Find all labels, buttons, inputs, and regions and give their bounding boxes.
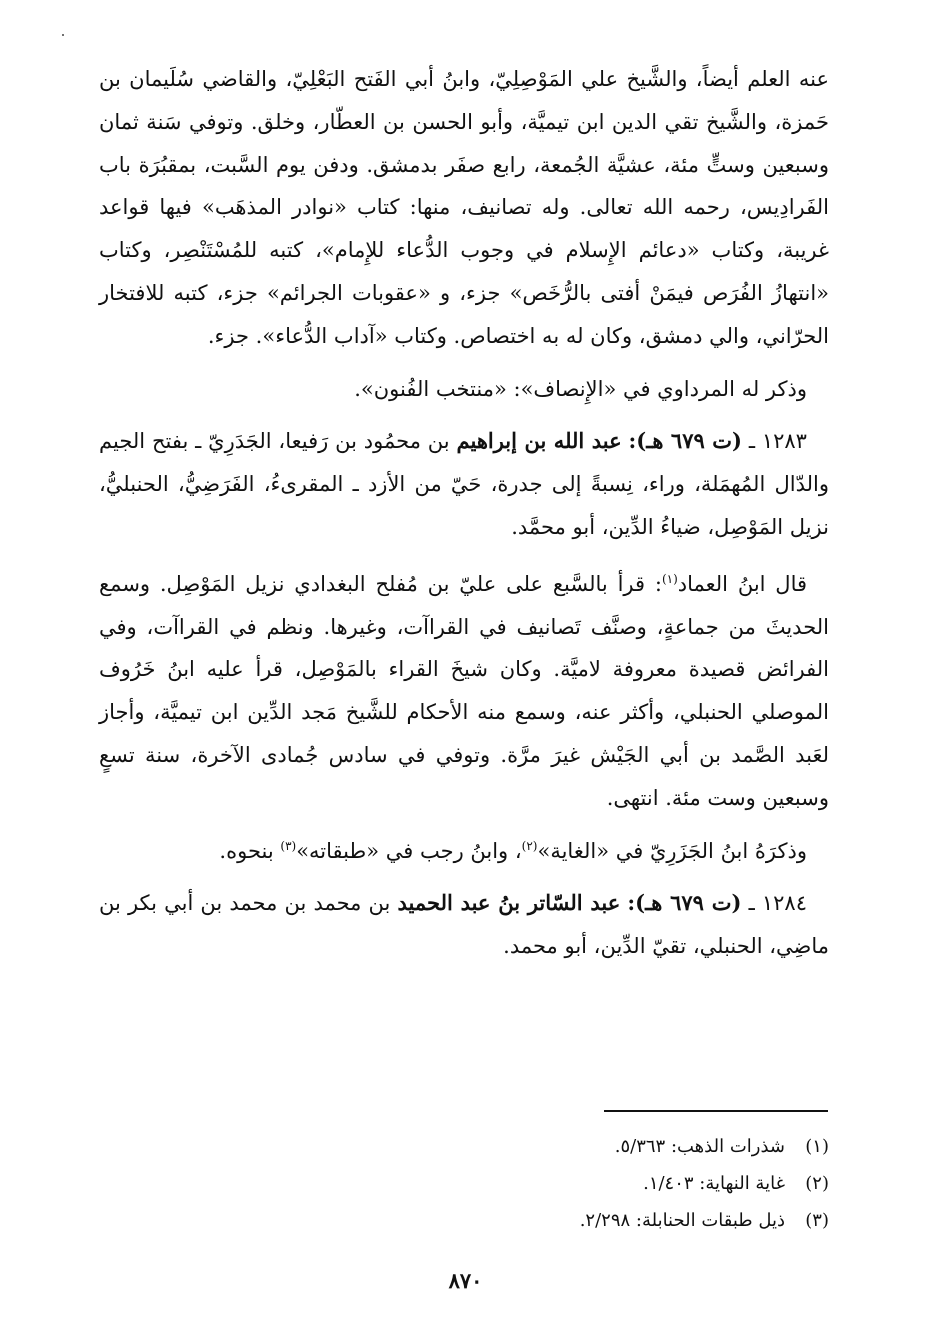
- entry-rest: بن محمد بن محمد بن أبي بكر بن ماضِي، الحنبلي، تقيّ الدِّين، أبو محمد.: [99, 891, 829, 959]
- entry-number: ١٢٨٣: [761, 429, 807, 454]
- footnote-text: غاية النهاية: ١/٤٠٣.: [643, 1173, 785, 1194]
- footnote-2: [99, 1165, 829, 1202]
- entry-1283: [99, 420, 829, 548]
- footnote-text: شذرات الذهب: ٥/٣٦٣.: [614, 1136, 785, 1157]
- mardawi-note-paragraph: وذكر له المرداوي في «الإِنصاف»: «منتخب الفُنون».: [354, 376, 807, 401]
- footnote-separator: [604, 1110, 828, 1112]
- page-number: ٨٧٠: [448, 1268, 483, 1293]
- ibn-imad-text: : قرأ بالسَّبع على عليّ بن مُفلح البغدادي نزيل المَوْصِل. وسمع الحديثَ من جماعةٍ، وصنَّف تَصانيف في القراآت، وغيرها. ونظم في القراآت، وفي الفرائض قصيدة معروفة لاميَّة. وكان شيخَ القراء بالمَوْصِل، قرأ عليه ابنُ خَرُوف الموصلي الحنبلي، وأكثر عنه، وسمع منه الأحكام للشَّيخ مَجد الدِّين ابن تيميَّة، وأجاز لعَبد الصَّمد بن أبي الجَيْش غيرَ مرَّة. وتوفي في سادس جُمادى الآخرة، سنة تسعٍ وسبعين وست مئة. انتهى.: [99, 571, 829, 810]
- ibn-imad-lead: قال ابنُ العماد: [677, 571, 808, 596]
- footnote-1: [99, 1128, 829, 1165]
- entry-death-date: (ت ٦٧٩ هـ):: [628, 428, 742, 454]
- ibn-jazari-text-a: وذكرَهُ ابنُ الجَزَرِيّ في «الغاية»: [537, 838, 807, 863]
- ibn-imad-paragraph: [99, 563, 829, 820]
- entry-name: عبد الله بن إبراهيم: [456, 428, 622, 454]
- footnote-number: (٣): [805, 1210, 829, 1231]
- footnote-number: (٢): [805, 1173, 829, 1194]
- entry-death-date: (ت ٦٧٩ هـ):: [627, 890, 742, 916]
- entry-1284: [99, 882, 829, 968]
- ibn-jazari-text-c: بنحوه.: [219, 838, 281, 863]
- footnotes: [99, 1128, 829, 1239]
- scan-speck: [62, 34, 64, 36]
- footnote-number: (١): [805, 1136, 829, 1157]
- entry-name: عبد السّاتر بنُ عبد الحميد: [397, 890, 621, 916]
- footnote-ref-2[interactable]: (٢): [521, 838, 538, 853]
- ibn-jazari-text-b: ، وابنُ رجب في «طبقاته»: [296, 838, 522, 863]
- continued-biography-paragraph: عنه العلم أيضاً، والشَّيخ علي المَوْصِلِيّ، وابنُ أبي الفَتح البَعْلِيّ، والقاضي سُلَيمان بن حَمزة، والشَّيخ تقي الدين ابن تيميَّة، وأبو الحسن بن العطّار، وخلق. وتوفي سَنة ثمان وسبعين وستٍّ مئة، عشيَّة الجُمعة، رابع صفَر بدمشق. ودفن يوم السَّبت، بمقبُرَة باب الفَرادِيس، رحمه الله تعالى. وله تصانيف، منها: كتاب «نوادر المذهَب» فيها قواعد غريبة، وكتاب «دعائم الإِسلام في وجوب الدُّعاء للإِمام»، كتبه للمُسْتَنْصِر، وكتاب «انتهازُ الفُرَص فيمَنْ أفتى بالرُّخَص» جزء، و «عقوبات الجرائم» جزء، كتبه للافتخار الحرّاني، والي دمشق، وكان له به اختصاص. وكتاب «آداب الدُّعاء». جزء.: [99, 67, 829, 348]
- entry-rest: بن محمُود بن رَفيعا، الجَدَرِيّ ـ بفتح الجيم والدّال المُهمَلة، وراء، نِسبةً إلى جدرة، حَيّ من الأزد ـ المقرىءُ، الفَرَضِيُّ، الحنبليُّ، نزيل المَوْصِل، ضياءُ الدِّين، أبو محمَّد.: [99, 429, 829, 539]
- footnote-ref-1[interactable]: (١): [661, 571, 678, 586]
- entry-dash: ـ: [741, 429, 755, 454]
- footnote-ref-3[interactable]: (٣): [280, 838, 297, 853]
- main-text: [99, 58, 829, 968]
- entry-number: ١٢٨٤: [761, 891, 807, 916]
- ibn-jazari-paragraph: [99, 830, 829, 873]
- entry-dash: ـ: [741, 891, 755, 916]
- footnote-3: [99, 1202, 829, 1239]
- footnote-text: ذيل طبقات الحنابلة: ٢/٢٩٨.: [579, 1210, 785, 1231]
